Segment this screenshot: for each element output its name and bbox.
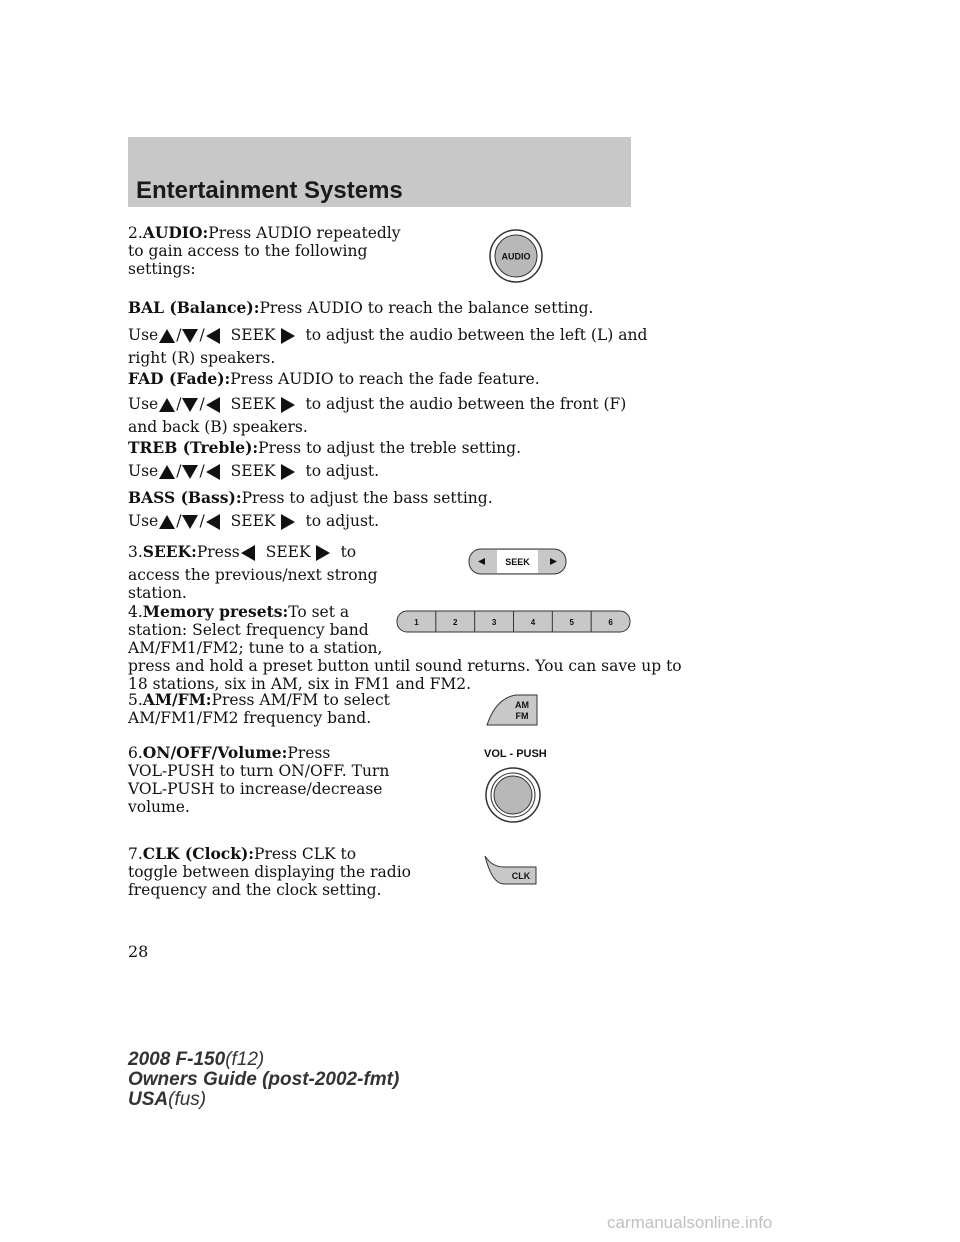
section-header <box>128 137 631 207</box>
up-arrow-icon <box>159 465 175 479</box>
volume-knob-illustration <box>484 766 542 824</box>
down-arrow-icon <box>182 515 198 529</box>
svg-text:FM: FM <box>515 711 529 721</box>
preset-buttons-illustration <box>396 610 631 633</box>
seek-right-icon <box>281 397 295 413</box>
seek-right-icon <box>281 514 295 530</box>
seek-left-icon <box>206 464 220 480</box>
preset-button-2: 2 <box>453 618 458 627</box>
preset-button-1: 1 <box>414 618 419 627</box>
item-number: 2. <box>128 224 143 242</box>
seek-button-text: SEEK <box>505 557 530 567</box>
bass-paragraph: BASS (Bass):Press to adjust the bass setting. <box>128 488 493 507</box>
memory-presets-paragraph: 4.Memory presets:To set a station: Select frequency band AM/FM1/FM2; tune to a station, press and hold a preset button until sound returns. You can save up to 18 stations, six in AM, six in FM1 and FM2. <box>128 602 682 693</box>
treble-paragraph: TREB (Treble):Press to adjust the treble setting. <box>128 438 522 457</box>
seek-left-icon <box>206 514 220 530</box>
preset-button-4: 4 <box>530 618 536 627</box>
seek-right-icon <box>281 328 295 344</box>
fade-paragraph: FAD (Fade):Press AUDIO to reach the fade feature. <box>128 369 540 388</box>
fade-use-line: Use / / SEEK to adjust the audio between the front (F) <box>128 395 627 413</box>
svg-text:CLK: CLK <box>511 871 531 881</box>
amfm-button-illustration <box>486 694 538 726</box>
audio-button-illustration <box>488 228 544 284</box>
up-arrow-icon <box>159 515 175 529</box>
bass-use-line: Use / / SEEK to adjust. <box>128 512 380 530</box>
up-arrow-icon <box>159 329 175 343</box>
seek-right-icon <box>316 545 330 561</box>
clock-button-illustration <box>484 855 537 885</box>
preset-button-6: 6 <box>608 618 613 627</box>
audio-paragraph: 2.AUDIO:Press AUDIO repeatedly to gain access to the following settings: <box>128 223 401 278</box>
down-arrow-icon <box>182 465 198 479</box>
watermark-text: carmanualsonline.info <box>607 1213 773 1232</box>
seek-left-icon <box>206 328 220 344</box>
audio-button-text: AUDIO <box>501 251 531 262</box>
treble-use-line: Use / / SEEK to adjust. <box>128 462 380 480</box>
page-number: 28 <box>128 942 149 961</box>
clock-paragraph: 7.CLK (Clock):Press CLK to toggle between displaying the radio frequency and the clock setting. <box>128 844 411 899</box>
preset-button-3: 3 <box>491 618 497 627</box>
amfm-paragraph: 5.AM/FM:Press AM/FM to select AM/FM1/FM2 frequency band. <box>128 690 390 727</box>
item-label: AUDIO: <box>142 223 209 242</box>
up-arrow-icon <box>159 398 175 412</box>
volume-paragraph: 6.ON/OFF/Volume:Press VOL-PUSH to turn ON/OFF. Turn VOL-PUSH to increase/decrease volume. <box>128 743 390 816</box>
balance-paragraph: BAL (Balance):Press AUDIO to reach the balance setting. <box>128 298 594 317</box>
document-footer: 2008 F-150(f12) Owners Guide (post-2002-fmt) USA(fus) <box>128 1049 400 1110</box>
balance-use-line: Use / / SEEK to adjust the audio between the left (L) and <box>128 326 648 344</box>
preset-button-5: 5 <box>569 618 574 627</box>
seek-button-illustration <box>468 548 567 575</box>
down-arrow-icon <box>182 398 198 412</box>
seek-right-icon <box>281 464 295 480</box>
seek-left-icon <box>206 397 220 413</box>
svg-text:AM: AM <box>515 700 529 710</box>
seek-paragraph: 3.SEEK:Press SEEK to access the previous/next strong station. <box>128 542 378 602</box>
down-arrow-icon <box>182 329 198 343</box>
seek-left-icon <box>241 545 255 561</box>
volume-knob-label: VOL - PUSH <box>484 748 547 760</box>
section-title: Entertainment Systems <box>136 177 403 204</box>
